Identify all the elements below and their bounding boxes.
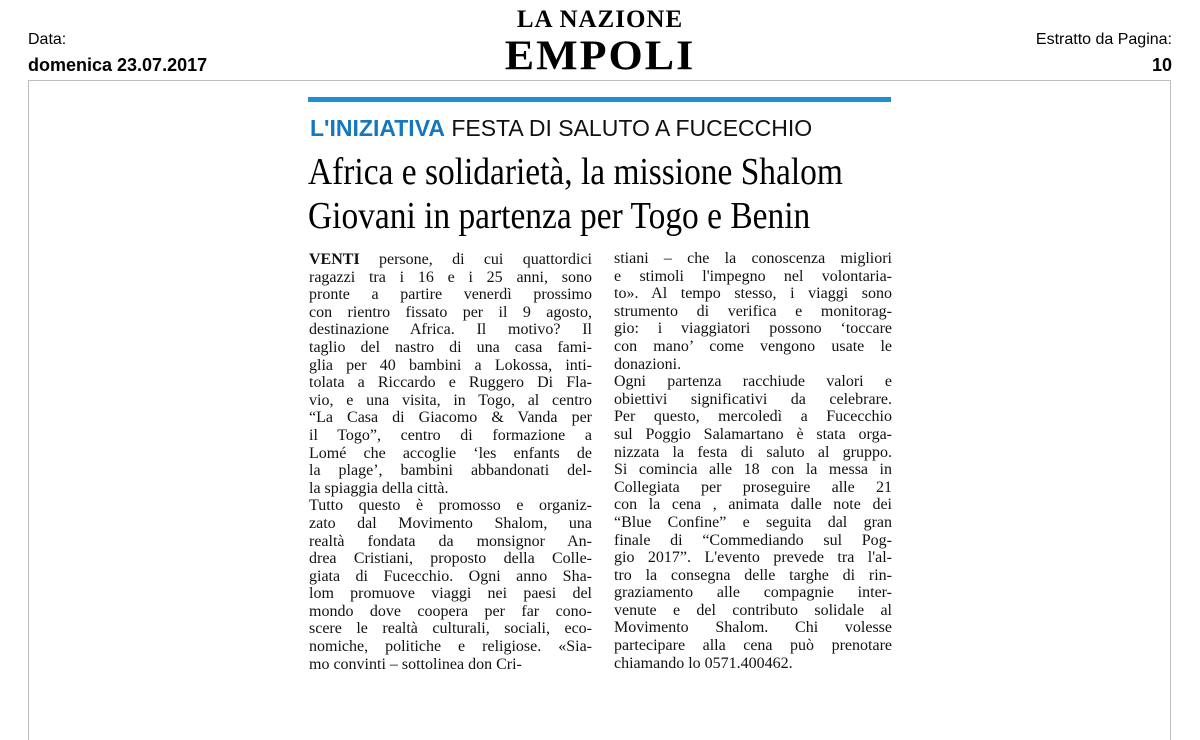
text-line: to». Al tempo stesso, i viaggi sono	[614, 285, 892, 303]
text-line: gio: i viaggiatori possono ‘toccare	[614, 320, 892, 338]
text-line: Si comincia alle 18 con la messa in	[614, 461, 892, 479]
text-line-content: persone, di cui quattordici	[359, 251, 592, 268]
article-column-2	[614, 250, 892, 672]
text-line: “Blue Confine” e seguita dal gran	[614, 513, 892, 531]
text-line: con mano’ come vengono usate le	[614, 337, 892, 355]
text-line: mondo dove coopera per far cono-	[309, 602, 592, 620]
text-line: lom promuove viaggi nei paesi del	[309, 585, 592, 603]
kicker-label: L'INIZIATIVA	[310, 115, 445, 141]
text-line: sul Poggio Salamartano è stata orga-	[614, 425, 892, 443]
text-line: con rientro fissato per il 9 agosto,	[309, 303, 592, 321]
kicker-text: FESTA DI SALUTO A FUCECCHIO	[451, 115, 813, 141]
text-line: strumento di verifica e monitorag-	[614, 302, 892, 320]
lead-word: VENTI	[309, 251, 360, 268]
text-line: venute e del contributo solidale al	[614, 601, 892, 619]
text-line	[309, 251, 592, 269]
text-line: “La Casa di Giacomo & Vanda per	[309, 409, 592, 427]
article-column-1	[309, 251, 592, 673]
text-line: taglio del nastro di una casa fami-	[309, 338, 592, 356]
text-line: glia per 40 bambini a Lokossa, inti-	[309, 356, 592, 374]
text-line: mo convinti – sottolinea don Cri-	[309, 655, 522, 673]
text-line: Collegiata per proseguire alle 21	[614, 478, 892, 496]
text-line: nomiche, politiche e religiose. «Sia-	[309, 638, 592, 656]
text-line: finale di “Commediando sul Pog-	[614, 531, 892, 549]
text-line: donazioni.	[614, 355, 682, 373]
text-line: stiani – che la conoscenza migliori	[614, 250, 892, 267]
text-line: pronte a partire venerdì prossimo	[309, 286, 592, 304]
text-line: Ogni partenza racchiude valori e	[614, 373, 892, 391]
text-line: giata di Fucecchio. Ogni anno Sha-	[309, 567, 592, 585]
text-line: scere le realtà culturali, sociali, eco-	[309, 620, 592, 638]
headline-line-1: Africa e solidarietà, la missione Shalom	[308, 151, 843, 193]
text-line: graziamento alle compagnie inter-	[614, 584, 892, 602]
headline	[308, 150, 843, 238]
text-line: Movimento Shalom. Chi volesse	[614, 619, 892, 637]
date-label: Data:	[28, 31, 67, 48]
text-line: nizzata la festa di saluto al gruppo.	[614, 443, 892, 461]
masthead	[0, 6, 1200, 78]
section-rule	[308, 97, 891, 102]
kicker	[310, 114, 812, 142]
text-line: chiamando lo 0571.400462.	[614, 654, 793, 672]
text-line: con la cena , animata dalle note dei	[614, 496, 892, 514]
masthead-top: LA NAZIONE	[516, 6, 684, 33]
text-line: tolata a Riccardo e Ruggero Di Fla-	[309, 374, 592, 392]
page-value: 10	[1151, 55, 1172, 75]
text-line: zato dal Movimento Shalom, una	[309, 514, 592, 532]
text-line: gio 2017”. L'evento prevede tra l'al-	[614, 549, 892, 567]
text-line: tro la consegna delle targhe di rin-	[614, 566, 892, 584]
text-line: destinazione Africa. Il motivo? Il	[309, 321, 592, 339]
text-line: partecipare alla cena può prenotare	[614, 637, 892, 655]
text-line: e stimoli l'impegno nel volontaria-	[614, 267, 892, 285]
text-line: obiettivi significativi da celebrare.	[614, 390, 892, 408]
text-line: drea Cristiani, proposto della Colle-	[309, 550, 592, 568]
text-line: vio, e una visita, in Togo, al centro	[309, 391, 592, 409]
text-line: Tutto questo è promosso e organiz-	[309, 497, 592, 515]
text-line: Lomé che accoglie ‘les enfants de	[309, 444, 592, 462]
text-line: la plage’, bambini abbandonati del-	[309, 462, 592, 480]
text-line: ragazzi tra i 16 e i 25 anni, sono	[309, 268, 592, 286]
text-line: realtà fondata da monsignor An-	[309, 532, 592, 550]
masthead-bottom: EMPOLI	[504, 32, 696, 79]
text-line: il Togo”, centro di formazione a	[309, 426, 592, 444]
text-line: la spiaggia della città.	[309, 479, 449, 497]
date-value: domenica 23.07.2017	[28, 55, 208, 75]
text-line: Per questo, mercoledì a Fucecchio	[614, 408, 892, 426]
page-label: Estratto da Pagina:	[1035, 31, 1172, 48]
headline-line-2: Giovani in partenza per Togo e Benin	[308, 195, 811, 237]
page-block	[1036, 30, 1172, 76]
